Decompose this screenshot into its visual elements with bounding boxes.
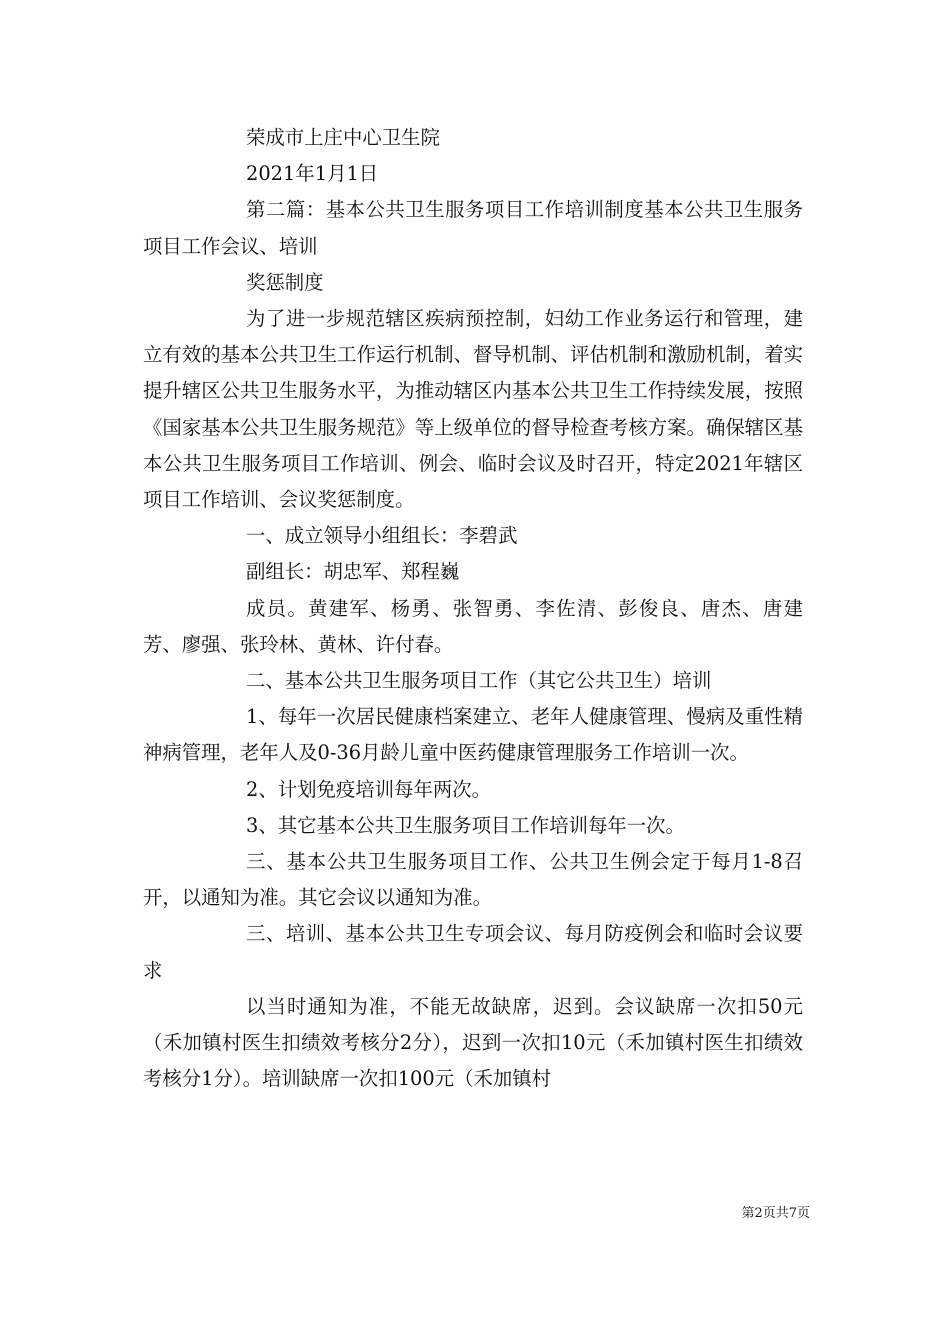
meeting-schedule: 三、基本公共卫生服务项目工作、公共卫生例会定于每月1-8召开，以通知为准。其它会议以通知为准。 (143, 850, 803, 910)
leader-group: 一、成立领导小组组长：李碧武 (246, 524, 518, 548)
deputy-leaders: 副组长：胡忠军、郑程巍 (246, 560, 460, 584)
section-title: 第二篇：基本公共卫生服务项目工作培训制度基本公共卫生服务项目工作会议、培训 (143, 198, 803, 258)
training-item-2: 2、计划免疫培训每年两次。 (246, 777, 492, 801)
group-members: 成员。黄建军、杨勇、张智勇、李佐清、彭俊良、唐杰、唐建芳、廖强、张玲林、黄林、许付春。 (143, 596, 803, 656)
section-subtitle: 奖惩制度 (246, 270, 324, 294)
issuer-name: 荣成市上庄中心卫生院 (246, 126, 440, 149)
training-heading: 二、基本公共卫生服务项目工作（其它公共卫生）培训 (246, 669, 712, 693)
issue-date: 2021年1月1日 (246, 162, 379, 186)
training-item-3: 3、其它基本公共卫生服务项目工作培训每年一次。 (246, 813, 685, 837)
intro-paragraph: 为了进一步规范辖区疾病预控制，妇幼工作业务运行和管理，建立有效的基本公共卫生工作运行机制、督导机制、评估机制和激励机制，着实提升辖区公共卫生服务水平，为推动辖区内基本公共卫生工作持续发展，按照《国家基本公共卫生服务规范》等上级单位的督导检查考核方案。确保辖区基本公共卫生服务项目工作培训、例会、临时会议及时召开，特定2021年辖区项目工作培训、会议奖惩制度。 (143, 307, 803, 512)
penalty-rules: 以当时通知为准，不能无故缺席，迟到。会议缺席一次扣50元（禾加镇村医生扣绩效考核分2分），迟到一次扣10元（禾加镇村医生扣绩效考核分1分）。培训缺席一次扣100元（禾加镇村 (143, 994, 803, 1091)
document-body (143, 120, 803, 1097)
meeting-requirements-heading: 三、培训、基本公共卫生专项会议、每月防疫例会和临时会议要求 (143, 922, 803, 982)
page-number: 第2页共7页 (741, 1206, 810, 1221)
training-item-1: 1、每年一次居民健康档案建立、老年人健康管理、慢病及重性精神病管理，老年人及0-36月龄儿童中医药健康管理服务工作培训一次。 (143, 705, 803, 765)
